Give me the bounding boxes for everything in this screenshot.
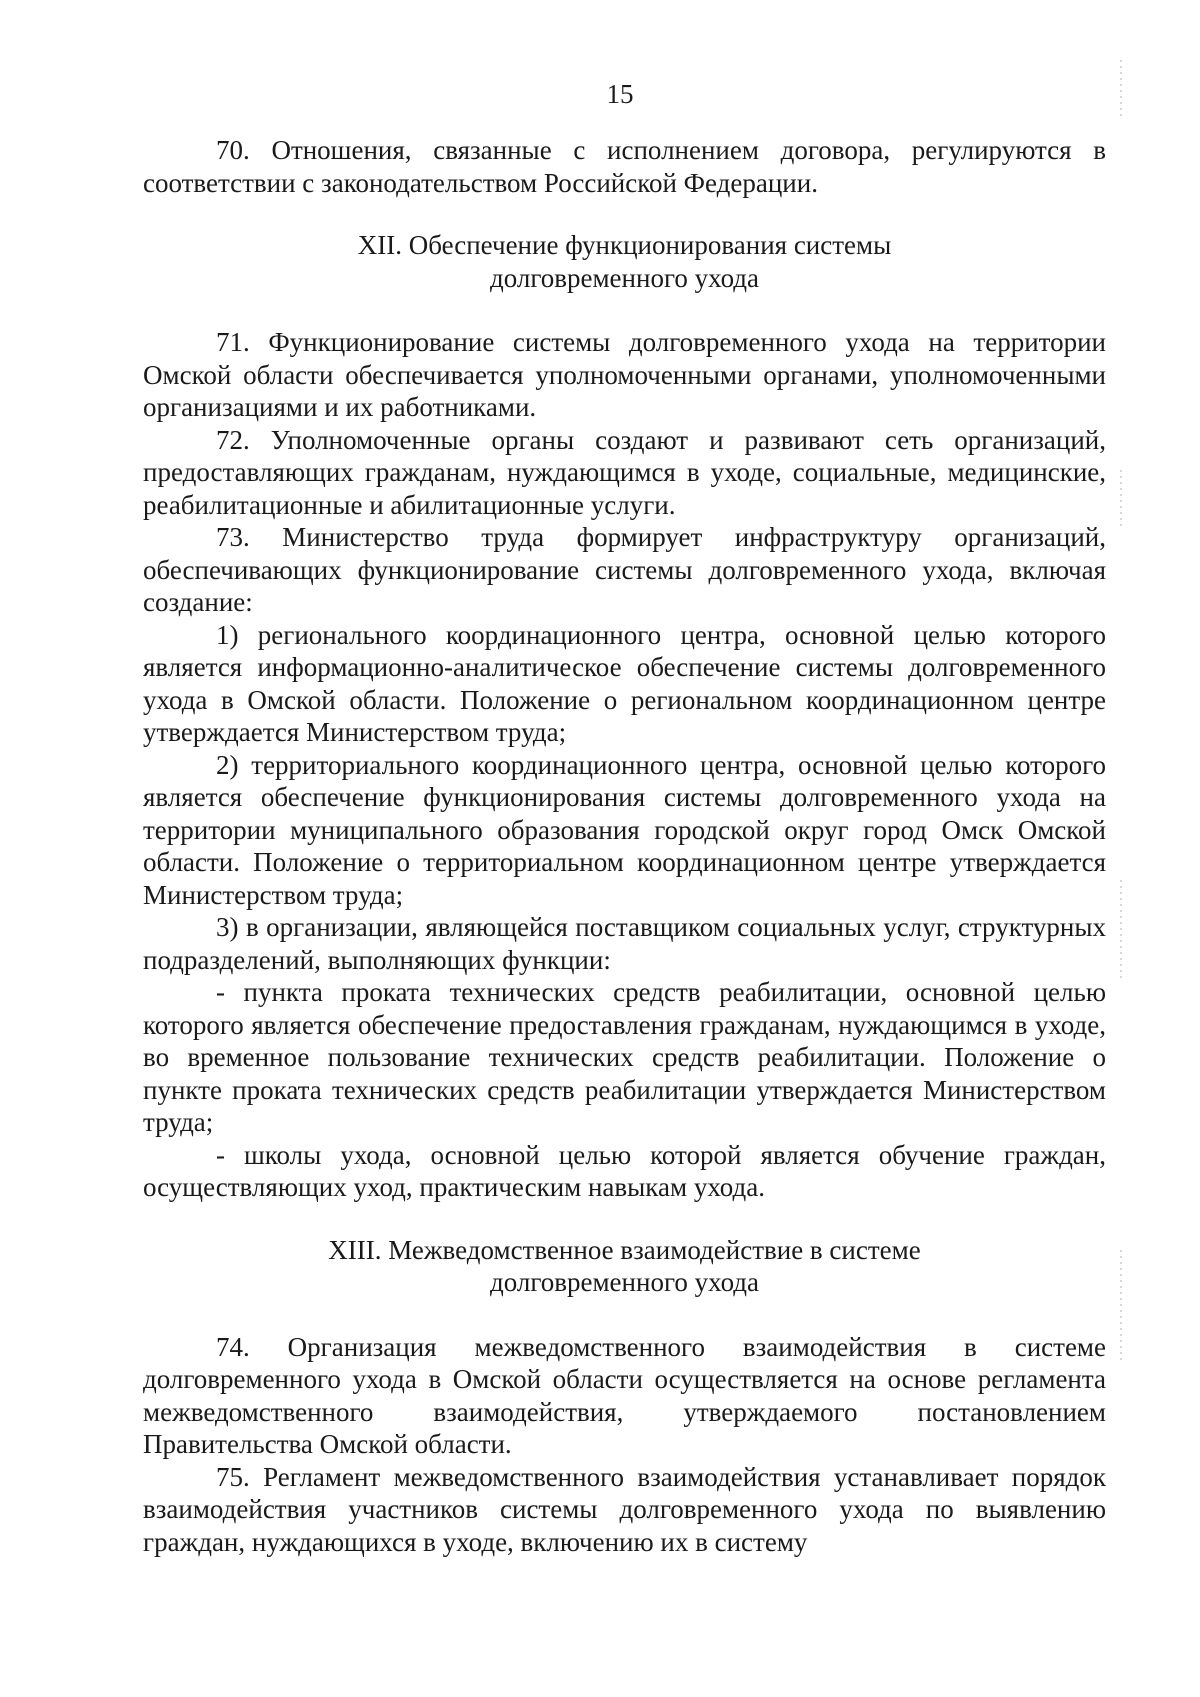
- paragraph-74: 74. Организация межведомственного взаимодействия в системе долговременного ухода в Омской области осуществляется на основе регламента межведомственного взаимодействия, утверждаемого постановлением Правительства Омской области.: [143, 1331, 1106, 1459]
- list-item-2: 2) территориального координационного центра, основной целью которого является обеспечение функционирования системы долговременного ухода на территории муниципального образования городской округ город Омск Омской области. Положение о территориальном координационном центре утверждается Министерством труда;: [143, 749, 1106, 910]
- section-heading-xiii: [143, 1234, 1106, 1299]
- scan-edge-mark: [1120, 470, 1122, 530]
- dash-item-rental-point: - пункта проката технических средств реабилитации, основной целью которого является обеспечение предоставления гражданам, нуждающимся в уходе, во временное пользование технических средств реабилитации. Положение о пункте проката технических средств реабилитации утверждается Министерством труда;: [143, 977, 1106, 1137]
- paragraph-75: 75. Регламент межведомственного взаимодействия устанавливает порядок взаимодействия участников системы долговременного ухода по выявлению граждан, нуждающихся в уходе, включению их в систему: [143, 1461, 1106, 1557]
- section-heading-line: долговременного ухода: [489, 262, 760, 293]
- paragraph-71: 71. Функционирование системы долговременного ухода на территории Омской области обеспечивается уполномоченными органами, уполномоченными организациями и их работниками.: [143, 327, 1106, 422]
- section-heading-line: XIII. Межведомственное взаимодействие в системе: [328, 1234, 921, 1265]
- dash-item-care-school: - школы ухода, основной целью которой является обучение граждан, осуществляющих уход, практическим навыкам ухода.: [143, 1139, 1106, 1202]
- scan-edge-mark: [1120, 1250, 1122, 1360]
- list-item-1: 1) регионального координационного центра, основной целью которого является информационно-аналитическое обеспечение системы долговременного ухода в Омской области. Положение о региональном координационном центре утверждается Министерством труда;: [143, 619, 1106, 747]
- list-item-3: 3) в организации, являющейся поставщиком социальных услуг, структурных подразделений, выполняющих функции:: [143, 912, 1106, 975]
- paragraph-73: 73. Министерство труда формирует инфраструктуру организаций, обеспечивающих функционирование системы долговременного ухода, включая создание:: [143, 522, 1106, 617]
- scan-edge-mark: [1120, 880, 1122, 980]
- page-number: 15: [606, 79, 634, 109]
- paragraph-70: 70. Отношения, связанные с исполнением договора, регулируются в соответствии с законодательством Российской Федерации.: [143, 135, 1106, 198]
- paragraph-72: 72. Уполномоченные органы создают и развивают сеть организаций, предоставляющих гражданам, нуждающимся в уходе, социальные, медицинские, реабилитационные и абилитационные услуги.: [143, 424, 1106, 520]
- document-body: [143, 134, 1106, 1558]
- section-heading-line: XII. Обеспечение функционирования системы: [357, 230, 892, 260]
- section-heading-xii: [143, 229, 1106, 294]
- section-heading-line: долговременного ухода: [489, 1267, 760, 1297]
